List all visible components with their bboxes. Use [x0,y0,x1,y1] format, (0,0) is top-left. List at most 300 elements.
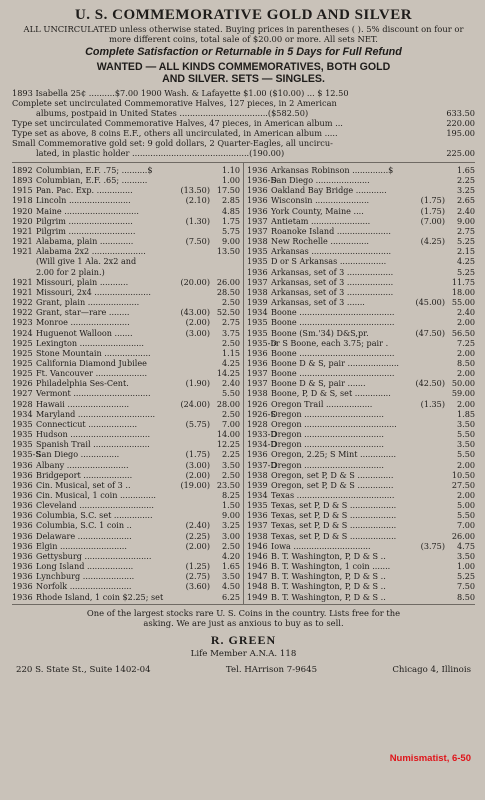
sell-price: 23.50 [216,479,240,490]
coin-year: 1935 [12,439,33,450]
buy-price [180,226,210,236]
coin-description: Oregon ............................... [271,439,384,450]
coin-description: Pan. Pac. Exp. .............. [36,185,133,196]
coin-row [12,419,240,429]
footer-line-2: asking. We are just as anxious to buy as to sell. [143,617,344,628]
coin-description: Oregon .................................... [271,418,397,429]
coin-description: Cin. Musical, 1 coin .............. [36,490,156,500]
buy-price: (3.00) [185,459,210,470]
buy-price: (1.75) [185,449,210,460]
coin-year: 1946 [247,540,268,551]
sell-price: 3.50 [221,571,240,582]
coin-description: Oregon ............................... [271,429,384,440]
coin-year: 1920 [12,215,33,226]
sell-price: 1.75 [221,215,240,226]
coin-row [12,267,240,277]
sell-price: 2.50 [221,469,240,480]
set-row [12,88,475,98]
buy-price [415,287,445,297]
coin-description: Stone Mountain .................. [36,347,151,358]
coin-description: Lincoln ........................ [36,195,131,206]
coin-row [247,206,475,216]
sell-price: 59.00 [451,388,475,399]
coin-description: Pilgrim ......................... [36,215,133,226]
sell-price: 8.25 [221,490,240,500]
sell-price: 3.50 [221,459,240,470]
guarantee-line: Complete Satisfaction or Returnable in 5 Days for Full Refund [85,46,402,58]
buy-price: (3.00) [185,327,210,338]
coin-description: Alabama, plain ............. [36,236,134,247]
sell-price: 2.00 [456,347,475,358]
buy-price [415,277,445,287]
sell-price: 2.85 [221,195,240,206]
coin-year: 1934-D [247,439,277,450]
coin-year: 1935-S [12,449,41,460]
coin-row [247,165,475,175]
sell-price: 26.00 [451,530,475,541]
coin-description: Vermont .............................. [36,388,151,399]
buy-price [415,490,445,500]
coin-row [12,317,240,327]
coin-description: Arkansas ............................... [271,246,392,257]
coin-description: Hudson ............................... [36,429,151,440]
coin-year: 1936 [247,185,268,196]
sell-price: 7.00 [456,520,475,531]
coin-year: 1936 [247,449,268,460]
coin-row [247,378,475,388]
buy-price [415,480,445,490]
coin-year: 1938 [247,236,268,247]
coin-description: New Rochelle ............... [271,236,370,247]
buy-price: (2.25) [185,530,210,541]
buy-price: (2.40) [185,520,210,531]
sell-price: 26.00 [216,276,240,287]
coin-year: 1938 [247,530,268,541]
sell-price: 13.50 [216,246,240,257]
coin-row [12,338,240,348]
coin-year: 1948 [247,581,268,592]
buy-price [415,267,445,277]
buy-price [415,409,445,419]
coin-year: 1936 [12,520,33,531]
sell-price: 2.00 [456,317,475,328]
coin-row [247,510,475,520]
buy-price: (2.00) [185,540,210,551]
coin-description: Roanoke Island ..................... [271,225,391,236]
buy-price [180,165,210,175]
coin-description: B. T. Washington, P, D & S .. [271,571,386,582]
coin-description: Boone ..................................... [271,347,395,358]
coin-year: 1936 [12,571,33,582]
coin-row [12,470,240,480]
coin-description: Oregon Trail .................. [271,398,373,409]
intro-text: ALL UNCIRCULATED unless otherwise stated. Buying prices in parentheses ( ). 5% discount on four or more different coins, total sale of $20.00 or more. All sets NET. [23,24,464,44]
membership-line: Life Member A.N.A. 118 [190,648,297,659]
buy-price: (47.50) [415,327,445,338]
sets-list [12,88,475,158]
coin-description: Boone ..................................... [271,307,395,318]
sell-price: 2.50 [221,337,240,348]
buy-price [180,388,210,398]
buy-price: (2.75) [185,571,210,582]
coin-row [12,460,240,470]
sell-price: 6.25 [221,591,240,602]
coin-description: Cleveland ............................. [36,500,154,511]
sell-price: 9.00 [221,236,240,247]
wanted-line-2: AND SILVER. SETS — SINGLES. [162,73,325,85]
sell-price: 2.00 [456,459,475,470]
buy-price: (1.25) [185,561,210,572]
buy-price [415,348,445,358]
buy-price [415,470,445,480]
coin-year: 1947 [247,571,268,582]
coin-row [247,388,475,398]
buy-price: (4.25) [420,236,445,247]
buy-price [180,490,210,500]
buy-price: (3.60) [185,581,210,592]
coin-year: 1893 [12,175,33,186]
coin-year: 1921 [12,276,33,287]
coin-year: 1935-D [247,337,277,348]
coin-description: California Diamond Jubilee [36,357,147,368]
coin-year: 1921 [12,246,33,257]
coin-description: Missouri, plain ........... [36,276,129,287]
coin-description: York County, Maine .... [271,205,364,216]
coin-row [247,399,475,409]
coin-year: 1928 [12,398,33,409]
coin-year: 1937 [247,276,268,287]
set-row [12,118,475,128]
coin-row [247,409,475,419]
coin-description: Cin. Musical, set of 3 .. [36,479,131,490]
coin-year: 1926 [247,398,268,409]
sell-price: 2.50 [221,408,240,419]
set-price [439,138,475,148]
coin-description: B. T. Washington, 1 coin ....... [271,561,391,572]
buy-price: (19.00) [180,479,210,490]
city: Chicago 4, Illinois [392,664,471,675]
coin-description: Texas ...................................... [271,490,395,500]
coin-description: or S Boone, each 3.75; pair . [271,337,389,348]
coin-row [247,470,475,480]
coin-row [247,581,475,591]
coin-year: 1928 [247,418,268,429]
sell-price: 55.00 [451,297,475,308]
coin-description: Boone, P, D & S, set .............. [271,388,391,399]
coin-description: Columbian, E.F. .65; .......... [36,175,148,186]
sell-price: 7.50 [456,581,475,592]
buy-price [415,368,445,378]
coin-description: Oregon, set P, D & S .............. [271,479,394,490]
coin-row [12,510,240,520]
coin-row [247,317,475,327]
coin-year: 1939 [247,479,268,490]
coin-row [12,541,240,551]
sell-price: 2.25 [221,449,240,460]
buy-price [415,165,445,175]
coin-description: Maryland .............................. [36,408,156,419]
coin-row [247,449,475,459]
sell-price: 5.25 [456,266,475,277]
set-description: albums, postpaid in United States ..................................($582.50) [36,108,309,118]
sell-price: 4.75 [456,540,475,551]
price-columns [12,162,475,605]
buy-price [415,581,445,591]
coin-description: B. T. Washington, P, D & S .. [271,581,386,592]
sell-price: 1.00 [221,175,240,186]
sell-price: 3.25 [221,520,240,531]
coin-row [247,246,475,256]
sell-price: 5.50 [221,388,240,399]
coin-year: 1921 [12,225,33,236]
buy-price [415,226,445,236]
sell-price: 1.85 [456,408,475,419]
buy-price [180,592,210,602]
buy-price [415,551,445,561]
coin-row [247,520,475,530]
buy-price [415,439,445,449]
coin-description: Connecticut ................... [36,418,138,429]
set-price: 633.50 [446,108,475,118]
coin-description: San Diego ..................... [271,175,370,186]
coin-year: 1935 [12,429,33,440]
coin-description: Lexington ......................... [36,337,144,348]
buy-price [415,246,445,256]
buy-price: (1.30) [185,215,210,226]
coin-year: 1936 [12,510,33,521]
coin-description: Albany ........................ [36,459,129,470]
sell-price: 3.25 [456,185,475,196]
coin-year: 1936 [12,490,33,500]
coin-year: 1936 [12,530,33,541]
buy-price [415,561,445,571]
buy-price [415,592,445,602]
right-price-column [244,163,475,604]
coin-description: Monroe ....................... [36,317,130,328]
buy-price: (1.90) [185,378,210,389]
coin-year: 1934 [247,490,268,500]
sell-price: 5.25 [456,236,475,247]
coin-year: 1923 [12,317,33,328]
coin-description: Iowa .............................. [271,540,371,551]
coin-row [247,419,475,429]
ad-title: U. S. COMMEMORATIVE GOLD AND SILVER [74,7,413,23]
sell-price: 1.15 [221,347,240,358]
coin-year: 1936 [247,510,268,521]
coin-row [247,338,475,348]
sell-price: 2.00 [456,398,475,409]
coin-row [247,571,475,581]
coin-year: 1936 [12,469,33,480]
coin-year: 1937 [247,368,268,379]
coin-year: 1922 [12,307,33,318]
coin-year: 1925 [12,337,33,348]
sell-price: 1.50 [221,500,240,511]
coin-description: Arkansas, set of 3 ....... [271,297,365,308]
buy-price [415,358,445,368]
buy-price [415,175,445,185]
coin-row [12,399,240,409]
set-description: lated, in plastic holder .............................................(190.00) [36,148,285,158]
sell-price: 3.00 [221,530,240,541]
coin-year: 1934 [12,408,33,419]
coin-description: San Diego ............... [36,449,120,460]
sell-price: 2.75 [456,225,475,236]
coin-description: Oregon ............................... [271,459,384,470]
sell-price: 5.00 [456,500,475,511]
footer-text [12,608,475,628]
sell-price: 5.50 [456,510,475,521]
set-description: Type set as above, 8 coins E.F., others all uncirculated, in American album ..... [12,128,338,138]
coin-description: Maine ............................. [36,205,139,216]
contact-line [12,665,475,675]
coin-row [247,490,475,500]
buy-price: (1.75) [420,205,445,216]
coin-year: 1926-S [247,408,276,419]
buy-price [180,510,210,520]
coin-row [12,307,240,317]
coin-description: Huguenot Walloon ....... [36,327,133,338]
buy-price [180,551,210,561]
coin-description: Boone D & S, pair ....... [271,378,366,389]
phone-number: Tel. HArrison 7-9645 [225,664,318,675]
buy-price [415,429,445,439]
buy-price [180,297,210,307]
coin-year: 1949 [247,591,268,602]
coin-year: 1938 [247,286,268,297]
buy-price [415,460,445,470]
coin-description: D or S Arkansas .................. [271,256,387,267]
coin-year: 1936-D [247,175,277,186]
coin-year: 1946 [247,550,268,561]
sell-price: 2.40 [456,307,475,318]
sell-price: 9.00 [221,510,240,521]
set-description: Small Commemorative gold set: 9 gold dollars, 2 Quarter-Eagles, all uncircu- [12,138,333,148]
coin-description: Pilgrim .......................... [36,225,136,236]
coin-year: 1936 [247,205,268,216]
buy-price: (1.35) [420,398,445,409]
sell-price: 1.65 [221,561,240,572]
sell-price: 3.50 [456,418,475,429]
set-price: 195.00 [446,128,475,138]
footer-line-1: One of the largest stocks rare U. S. Coins in the country. Lists free for the [86,607,401,618]
buy-price [180,206,210,216]
coin-row [12,206,240,216]
coin-row [12,236,240,246]
coin-year: 1936 [12,479,33,490]
sell-price: 1.00 [456,561,475,572]
coin-year: 1937 [247,520,268,531]
buy-price: (43.00) [180,307,210,318]
buy-price [415,449,445,459]
coin-row [12,531,240,541]
buy-price [415,317,445,327]
coin-year: 1936 [247,347,268,358]
sell-price: 2.40 [221,378,240,389]
coin-year: 1936 [247,266,268,277]
sell-price: 2.65 [456,195,475,206]
coin-row [12,246,240,256]
buy-price: (42.50) [415,378,445,389]
coin-year: 1920 [12,205,33,216]
buy-price: (7.50) [185,236,210,247]
coin-description: Boone ..................................... [271,368,395,379]
sell-price: 5.50 [456,449,475,460]
coin-row [247,429,475,439]
coin-description: Missouri, 2x4 ...................... [36,286,151,297]
set-description: Type set uncirculated Commemorative Halves, 47 pieces, in American album ... [12,118,343,128]
sell-price: 7.00 [221,418,240,429]
coin-row [247,307,475,317]
set-price [439,98,475,108]
buy-price [415,419,445,429]
coin-row [247,561,475,571]
coin-description: Lynchburg .................... [36,571,135,582]
coin-row [12,185,240,195]
sell-price: 1.10 [221,165,240,175]
coin-year: 1921 [12,286,33,297]
street-address: 220 S. State St., Suite 1402-04 [16,664,151,675]
coin-description: Boone (Sm.'34) D&S,pr. [271,327,369,338]
buy-price [180,429,210,439]
coin-row [12,551,240,561]
coin-row [12,368,240,378]
coin-year: 1935 [247,256,268,267]
coin-description: Long Island .................. [36,561,134,572]
coin-description: Grant, star—rare ........ [36,307,130,318]
coin-year: 1927 [12,388,33,399]
coin-row [12,175,240,185]
coin-row [247,267,475,277]
coin-description: Spanish Trail ...................... [36,439,150,450]
coin-description: Grant, plain .................... [36,297,140,308]
coin-row [12,277,240,287]
buy-price [180,409,210,419]
sell-price: 1.65 [456,165,475,175]
coin-year: 1933-D [247,429,277,440]
coin-description: Boone ..................................... [271,317,395,328]
buy-price: (7.00) [420,215,445,226]
sell-price: 2.00 [456,490,475,500]
sell-price: 5.25 [456,571,475,582]
coin-year: 1925 [12,357,33,368]
coin-year: 1925 [12,347,33,358]
coin-row [12,358,240,368]
coin-row [12,581,240,591]
buy-price [415,338,445,348]
coin-row [12,449,240,459]
buy-price [180,338,210,348]
coin-year: 1936 [12,540,33,551]
coin-description: Texas, set P, D & S .................. [271,530,397,541]
coin-description: Columbian, E.F. .75; ..........$ [36,165,153,175]
buy-price: (3.75) [420,540,445,551]
coin-description: Oakland Bay Bridge ............ [271,185,387,196]
coin-year: 1935 [247,327,268,338]
coin-description: Delaware ..................... [36,530,132,541]
sell-price: 5.75 [221,225,240,236]
sell-price: 2.75 [221,317,240,328]
coin-description: B. T. Washington, P, D & S .. [271,550,386,561]
coin-row [12,480,240,490]
coin-description: Ft. Vancouver .................... [36,368,148,379]
coin-row [12,216,240,226]
set-description: 1893 Isabella 25¢ ..........$7.00 1900 Wash. & Lafayette $1.00 ($10.00) ... $ 12.50 [12,88,349,98]
coin-description: Texas, set P, D & S .................. [271,520,397,531]
sell-price: 2.50 [221,297,240,308]
buy-price: (2.10) [185,195,210,206]
coin-row [247,348,475,358]
